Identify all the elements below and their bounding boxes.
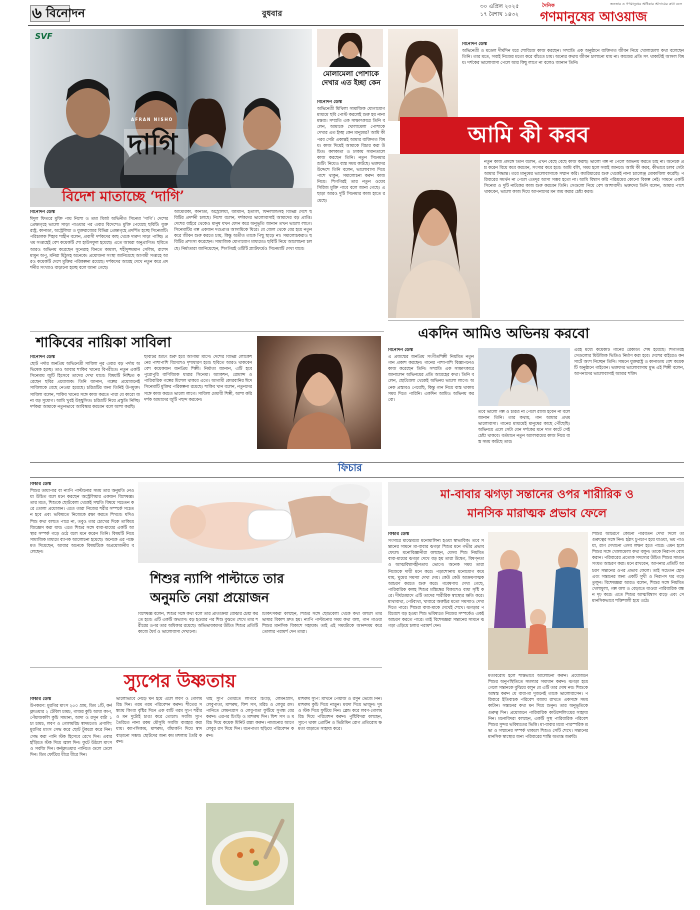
- parents-headline-line2: মানসিক মারাত্মক প্রভাব ফেলে: [467, 506, 607, 520]
- ami-photo: [388, 29, 458, 121]
- ami-photo-art: [388, 29, 458, 121]
- diaper-body-mid1: বিশেষজ্ঞ বলেন, শিশুর সঙ্গে কথা বলে তার প্রতিক্রিয়া বোঝার চেষ্টা করতে হবে। এটি একটি অভ্যাস। বড় হওয়ার পর শিশু বুঝতে শেখে তার শরীরের ওপর তার অধিকার রয়েছে। অভিভাবকদের উচিত শিশুর প্রতিটি কাজে ধৈর্য ও ভালোবাসা দেখানো।: [138, 612, 258, 636]
- shakib-headline: শাকিবের নায়িকা সাবিলা: [36, 335, 172, 351]
- parents-text-col3: [592, 532, 684, 905]
- feature-label: ফিচার: [338, 463, 362, 474]
- mithila-text: [317, 100, 385, 328]
- masthead: [0, 0, 700, 26]
- parents-body-3: শিশুর আচরণে কোনো পরিবর্তন দেখা দিলে তা গুরুত্বের সঙ্গে নিন। হঠাৎ চুপচাপ হয়ে যাওয়া, ভয় পাওয়া, রাগ দেখানো এসব লক্ষণ হতে পারে। এমন হলে শিশুর সঙ্গে খোলামেলা কথা বলুন। তাকে নিরাপদ বোধ করান। পরিবারের প্রত্যেক সদস্যের উচিত শিশুর সামনে সংযত আচরণ করা। মনে রাখবেন, আপনার প্রতিটি আচরণ সন্তানের ওপর প্রভাব ফেলে। তাই সচেতন হোন এবং সন্তানের জন্য একটি সুখী ও নিরাপদ ঘর গড়ে তুলুন। বিশেষজ্ঞরা আরও বলেন, শিশুর সঙ্গে নিয়মিত খেলাধুলা, গল্প বলা ও বেড়াতে যাওয়া পারিবারিক বন্ধন দৃঢ় করে। এতে শিশুর আত্মবিশ্বাস বাড়ে এবং সে মানসিকভাবে শক্তিশালী হয়ে ওঠে।: [592, 532, 684, 605]
- ovinoy-text-col2: [478, 410, 570, 454]
- shakib-body-1: ছোট পর্দার জনপ্রিয় অভিনেত্রী সাবিলা নূর এবার বড় পর্দায় অভিষেক হচ্ছে। তাও আবার শাকিব খানের বিপরীতে। নতুন একটি সিনেমায় জুটি হিসেবে তাদের দেখা যাবে। বিষয়টি নিশ্চিত করেছেন ছবির প্রযোজক। তিনি জানান, গল্পের প্রয়োজনেই সাবিলাকে বেছে নেওয়া হয়েছে। চরিত্রটির জন্য তিনিই উপযুক্ত। সাবিলা বলেন, শাকিব খানের সঙ্গে কাজ করতে পারা যে কারো জন্য বড় সুযোগ। আমি খুবই উচ্ছ্বসিত। চরিত্রটি নিয়ে প্রস্তুতি নিচ্ছি। দর্শকরা আমাকে নতুনভাবে আবিষ্কার করবেন বলে আশা করছি।: [30, 362, 140, 410]
- mithila-headline: মোলামেলা পোশাকে দেখার এত ইচ্ছা কেন: [321, 69, 381, 87]
- daagi-body-2: আমেরিকা, কানাডা, অস্ট্রেলিয়া, জার্মানি, ইতালি, ফিনল্যান্ডসহ বিভিন্ন দেশে ছবিটির প্রদর্শনী চলছে। নিশো বলেন, দর্শকদের ভালোবাসাই আমাদের বড় প্রাপ্তি। দেশের বাইরে থেকেও মানুষ যখন ফোন করে অনুভূতি জানান তখন ভালো লাগে। সিনেমাটির গল্প একজন দণ্ডপ্রাপ্ত আসামিকে ঘিরে। যে জেল থেকে বের হয়ে নতুন করে জীবন শুরু করতে চায়, কিন্তু অতীত তাকে পিছু ছাড়ে না। সমালোচকরাও ছবিটির প্রশংসা করেছেন। সামাজিক যোগাযোগ মাধ্যমেও ছবিটি নিয়ে আলোচনা চলছে। নির্মাতারা জানিয়েছেন, শিগগিরই ওটিটি প্ল্যাটফর্মেও সিনেমাটি দেখা যাবে।: [174, 210, 312, 252]
- weekday: বুধবার: [262, 9, 283, 18]
- mithila-photo-art: [317, 29, 383, 67]
- ami-headline: আমি কী করব: [468, 122, 589, 148]
- section-name: বিনোদন: [46, 6, 86, 20]
- parents-byline: ফিচার ডেস্ক: [388, 532, 410, 537]
- date-gregorian: ৩০ এপ্রিল ২০২৫: [480, 4, 519, 10]
- parents-body-1: সংসারে মাঝেমধ্যে মনোমালিন্য হওয়া স্বাভাবিক। তবে সন্তানের সামনে মা-বাবার ঝগড়া শিশুর মনে গভীর প্রভাব ফেলে। মনোবিজ্ঞানীরা বলছেন, যেসব শিশু নিয়মিত বাবা-মায়ের ঝগড়া দেখে বড় হয় তারা উদ্বেগ, বিষণ্নতা ও আত্মবিশ্বাসহীনতায় ভোগে। অনেক সময় তারা নিজেকে দায়ী মনে করে। পড়াশোনায় মনোযোগ কমে যায়, ঘুমের সমস্যা দেখা দেয়। কেউ কেউ আক্রমণাত্মক আচরণ করতে শুরু করে। গবেষণায় দেখা গেছে, পারিবারিক কলহ শিশুর মস্তিষ্কের বিকাশেও বাধা সৃষ্টি করে। দীর্ঘমেয়াদে এটি তাদের শারীরিক স্বাস্থ্যের ক্ষতি করে। মাথাব্যথা, পেটব্যথা, খাবারে অরুচির মতো সমস্যাও দেখা দিতে পারে। শিশুরা বাবা-মাকে দেখেই শেখে। ঝগড়ার পরিবেশে বড় হওয়া শিশু ভবিষ্যতে নিজের সম্পর্কেও একই আচরণ করতে পারে। তাই বিশেষজ্ঞরা সন্তানের সামনে ঝগড়া এড়িয়ে চলার পরামর্শ দেন।: [388, 539, 484, 630]
- daagi-poster: [30, 29, 312, 188]
- soup-body-4: মাশরুম স্যুপ: মাখনে পেঁয়াজ ও রসুন ভেজে নিন। মাশরুম কুচি দিয়ে নাড়ুন। ময়দা দিয়ে ভাজুন। দুধ ও স্টক দিয়ে ফুটিয়ে নিন। ব্লেন্ড করে লবণ-গোলমরিচ দিয়ে পরিবেশন করুন। পুষ্টিবিদরা বলছেন, স্যুপে থাকা প্রোটিন ও ভিটামিন রোগ প্রতিরোধ ক্ষমতা বাড়াতে সাহায্য করে।: [298, 697, 382, 733]
- diaper-text-mid2: [262, 612, 382, 664]
- ovinoy-body-3: এরই মধ্যে কয়েকটি গানের রেকর্ডিং শেষ হয়েছে। শিগগিরই সেগুলোর মিউজিক ভিডিও নির্মাণ করা হবে। দেশের বাইরেও কনসার্টে অংশ নিচ্ছেন তিনি। সামনে যুক্তরাষ্ট্র ও কানাডায় বেশ কয়েকটি অনুষ্ঠানে গাইবেন। ভক্তদের ভালোবাসায় মুগ্ধ এই শিল্পী বলেন, আপনাদের ভালোবাসাই আমার শক্তি।: [574, 348, 684, 378]
- parents-photo-art: [488, 532, 588, 670]
- poster-art: [30, 29, 312, 188]
- parents-text-col1: [388, 532, 484, 905]
- ovinoy-byline: বিনোদন ডেস্ক: [388, 348, 414, 353]
- soup-body-2: ভালোভাবে নেড়ে ঘন হয়ে এলে লবণ ও গোলমরিচ দিন। গরম গরম পরিবেশন করুন। শীতের সন্ধ্যায় কিংবা বৃষ্টির দিনে এক বাটি গরম স্যুপ শরীর ও মন দুটোই চাঙা করে তোলে। সবজি স্যুপ তৈরিতে নানা রকম মৌসুমি সবজি ব্যবহার করা যায়। ক্যাপসিকাম, মাশরুম, বাঁধাকপি দিয়ে স্বাদ বাড়ানো সম্ভব। ছোটদের জন্য কম মশলায় তৈরি করুন।: [116, 697, 202, 745]
- rule-left-mid: [30, 331, 384, 332]
- ami-body-top: অভিনেত্রী ও মডেল দীর্ঘদিন ধরে শোবিজে কাজ করছেন। সম্প্রতি এক অনুষ্ঠানে ব্যক্তিগত জীবন নিয়ে খোলামেলা কথা বলেছেন তিনি। তার মতে, সবাই নিজের মতো করে বাঁচতে চায়। অন্যের কথায় জীবন চালানো যায় না। কাজের প্রতি সৎ থাকাটাই আসল বিষয়। দর্শকের ভালোবাসা পেলে আর কিছু লাগে না বলেও জানান তিনি।: [462, 49, 684, 67]
- diaper-headline-line2: অনুমতি নেয়া প্রয়োজন: [150, 591, 269, 606]
- ami-byline: বিনোদন ডেস্ক: [462, 42, 488, 47]
- diaper-body-left: শিশুর ডায়াপার বা ন্যাপি পাল্টানোর সময় তার অনুমতি নেওয়া উচিত বলে মনে করছেন অস্ট্রেলিয়ার একজন বিশেষজ্ঞ। তার মতে, শিশুকে ছোটবেলা থেকেই সম্মতি বিষয়ে সচেতন করে তোলা প্রয়োজন। এতে তারা নিজের শরীর সম্পর্কে সচেতন হবে এবং ভবিষ্যতে নিজেকে রক্ষা করতে শিখবে। যদিও শিশু কথা বলতে পারে না, তবুও তার চোখের দিকে তাকিয়ে জিজ্ঞেস করা যায়। এতে শিশুর সঙ্গে বাবা-মায়ের একটি আস্থার সম্পর্ক গড়ে ওঠে বলে মনে করেন তিনি। বিষয়টি নিয়ে সামাজিক মাধ্যমে ব্যাপক আলোচনা হয়েছে। অনেকে এর পক্ষে মত দিয়েছেন, আবার অনেকে বিষয়টিকে অপ্রয়োজনীয় বলেছেন।: [30, 489, 134, 556]
- diaper-text-mid1: [138, 612, 258, 664]
- soup-headline: স্যুপের উষ্ণতায়: [124, 671, 236, 692]
- soup-text-col3: [206, 697, 294, 799]
- mithila-byline: বিনোদন ডেস্ক: [317, 100, 343, 105]
- sabila-photo: [257, 336, 381, 449]
- daagi-byline: বিনোদন ডেস্ক: [30, 210, 56, 215]
- ovinoy-body-2: তবে ভালো গল্প ও চরিত্র না পেলে রাজি হবেন না বলে জানান তিনি। তার কথায়, গান আমার প্রথম ভালোবাসা। গানের মাধ্যমেই মানুষের কাছে পৌঁছেছি। অভিনয়ে এলে সেটা যেন দর্শকের মনে দাগ কাটে সেই চেষ্টা থাকবে। বর্তমানে নতুন অ্যালবামের কাজ নিয়ে ব্যস্ত সময় কাটছে তার।: [478, 410, 570, 446]
- diaper-text-left: [30, 482, 134, 664]
- ami-body-right: নতুন কাজ প্রসঙ্গে তিনি বলেন, এখন বেছে বেছে কাজ করছি। ভালো গল্প না পেলে অভিনয় করতে চাই না। অনেকে প্রশ্ন করেন বিয়ে কবে করবেন, সংসার কবে হবে। আমি বলি, সময় হলে সবাই জানবে। আমি কী করব, কীভাবে চলব সেটা আমার সিদ্ধান্ত। তবে মানুষের ভালোবাসাকে সম্মান করি। ক্যারিয়ারের শুরু থেকেই নানা চ্যালেঞ্জ মোকাবিলা করেছি। পরিবারের সমর্থন না পেলে এতদূর আসা সম্ভব হতো না। আমি বিশ্বাস করি পরিশ্রমের কোনো বিকল্প নেই। সামনে একটি সিনেমা ও দুটি নাটকের কাজ শুরু করবেন তিনি। সেগুলো নিয়ে বেশ আশাবাদী। ভক্তদের তিনি বলেন, আমার পাশে থাকবেন, ভালো কাজ দিয়ে আপনাদের মন জয় করার চেষ্টা করব।: [484, 160, 684, 196]
- soup-rule: [30, 667, 382, 668]
- parents-text-col2: [488, 674, 588, 905]
- soup-body-3: থাই স্যুপ তৈরিতে লাগবে চিংড়ি, লেমনগ্রাস, লেবুপাতা, মাশরুম, ফিশ সস, মরিচ ও লেবুর রস। পানিতে লেমনগ্রাস ও লেবুপাতা ফুটিয়ে সুগন্ধ বের করুন। এরপর চিংড়ি ও মাশরুম দিন। ফিশ সস ও মরিচ দিয়ে কয়েক মিনিট রান্না করুন। নামানোর আগে লেবুর রস দিয়ে দিন। ধনেপাতা ছড়িয়ে পরিবেশন করুন।: [206, 697, 294, 739]
- parents-headline-line1: মা-বাবার ঝগড়া সন্তানের ওপর শারীরিক ও: [440, 487, 634, 501]
- feature-rule-2: [30, 477, 684, 478]
- paper-name: গণমানুষের আওয়াজ: [540, 10, 647, 25]
- daagi-headline: বিদেশ মাতাচ্ছে ‘দাগি’: [62, 189, 185, 205]
- mithila-photo: [317, 29, 383, 67]
- mithila-body: অভিনেত্রী মিথিলা সামাজিক যোগাযোগ মাধ্যমে ছবি পোস্ট করলেই শুরু হয় নানা মন্তব্য। সম্প্রতি এক সাক্ষাৎকারে তিনি বলেন, আমাকে খোলামেলা পোশাকে দেখার এত ইচ্ছা কেন মানুষের? আমি কী পরব সেটা একান্তই আমার ব্যক্তিগত বিষয়। কাজ দিয়েই আমাকে বিচার করা উচিত। কলকাতা ও ঢাকায় সমানতালে কাজ করছেন তিনি। নতুন সিনেমার শুটিং নিয়েও ব্যস্ত সময় কাটছে। ভক্তদের উদ্দেশে তিনি বলেন, ভালোবাসা দিয়ে পাশে থাকুন, সমালোচনা করুন কাজ নিয়ে। শিগগিরই তার নতুন ওয়েব সিরিজ মুক্তি পাবে বলে জানা গেছে। এ ছাড়া আরও দুটি সিনেমার কাজ হাতে রয়েছে।: [317, 107, 385, 204]
- ami-photo-large-art: [388, 154, 480, 318]
- diaper-photo: [138, 482, 382, 563]
- shakib-body-2: ছবিটির শুটিং শুরু হবে আগামী মাসে। দেশের বিভিন্ন লোকেশনের পাশাপাশি বিদেশেও দৃশ্যধারণ হবে। ছবিতে আরও থাকবেন বেশ কয়েকজন জনপ্রিয় শিল্পী। নির্মাতা জানান, এটি হবে পুরোপুরি বাণিজ্যিক ধারার সিনেমা। অ্যাকশন, রোমান্স ও পারিবারিক গল্পের মিশেল থাকবে এতে। আগামী কোরবানির ঈদে সিনেমাটি মুক্তির পরিকল্পনা রয়েছে। শাকিব খান বলেন, নতুনদের সঙ্গে কাজ করতে ভালো লাগে। সাবিলা মেধাবী শিল্পী, আশা করি দর্শক আমাদের জুটি পছন্দ করবেন।: [144, 355, 252, 403]
- soup-text-col2: [116, 697, 202, 905]
- soup-body-1: উপকরণ: মুরগির মাংস ২৫০ গ্রাম, ডিম ১টি, কর্নফ্লাওয়ার ২ টেবিল চামচ, গাজর কুচি আধা কাপ, পেঁয়াজকলি কুচি সামান্য, আদা ও রসুন বাটা ১ চা চামচ, লবণ ও গোলমরিচ স্বাদমতো। প্রণালি: মুরগির মাংস সেদ্ধ করে ছোট টুকরো করে নিন। সেদ্ধ করা পানি স্টক হিসেবে রেখে দিন। এবার হাঁড়িতে স্টক দিয়ে জ্বাল দিন। ফুটে উঠলে মাংস ও সবজি দিন। কর্নফ্লাওয়ার পানিতে গুলে ঢেলে দিন। ডিম ফেটিয়ে ধীরে ধীরে দিন।: [30, 704, 112, 758]
- poster-logo: SVF: [35, 32, 53, 41]
- sabila-photo-art: [257, 336, 381, 449]
- diaper-photo-art: [138, 482, 382, 563]
- poster-title: দাগি: [128, 128, 178, 161]
- ami-text-top: [462, 42, 684, 116]
- ovinoy-photo-art: [478, 348, 570, 406]
- shakib-text-col2: [144, 355, 252, 457]
- ovinoy-headline: একদিন আমিও অভিনয় করবো: [418, 326, 590, 342]
- ovinoy-text-col1: [388, 348, 474, 452]
- diaper-headline-line1: শিশুর ন্যাপি পাল্টাতে তার: [150, 572, 284, 587]
- ovinoy-photo: [478, 348, 570, 406]
- ami-photo-large: [388, 154, 480, 318]
- date-bangla: ১৭ বৈশাখ ১৪৩২: [480, 12, 519, 18]
- ami-text-right: [484, 160, 684, 320]
- masthead-rule: [28, 25, 684, 26]
- ovinoy-text-col3: [574, 348, 684, 452]
- ovinoy-body-1: এ প্রজন্মের জনপ্রিয় সংগীতশিল্পী নিয়মিত নতুন গান প্রকাশ করছেন। গানের পাশাপাশি বিজ্ঞাপনেও কাজ করেছেন তিনি। সম্প্রতি এক সাক্ষাৎকারে জানালেন অভিনয়ের প্রতি আগ্রহের কথা। তিনি বলেন, ছোটবেলা থেকেই অভিনয় ভালো লাগে। অনেক প্রস্তাবও পেয়েছি, কিন্তু গান নিয়ে ব্যস্ত থাকায় সময় দিতে পারিনি। একদিন আমিও অভিনয় করবো।: [388, 355, 474, 403]
- daagi-text-col1: [30, 210, 168, 328]
- paper-tagline: জনতার ও গণমানুষের অধিকার আদায়ের কথা বলে: [609, 2, 682, 6]
- shakib-byline: বিনোদন ডেস্ক: [30, 355, 56, 360]
- parents-photo: [488, 532, 588, 670]
- soup-byline: ফিচার ডেস্ক: [30, 697, 52, 702]
- parents-body-2: মতবিরোধ হলে শান্তভাবে আলোচনা করুন। প্রয়োজনে শিশুর অনুপস্থিতিতে সমস্যার সমাধান করুন। ঝগড়া হয়ে গেলে সন্তানকে বুঝিয়ে বলুন যে এটি তার দোষ নয়। শিশুকে আশ্বস্ত করুন যে বাবা-মা দুজনেই তাকে ভালোবাসেন। পরিবারে ইতিবাচক পরিবেশ বজায় রাখতে একসঙ্গে সময় কাটান। সন্তানের কথা মন দিয়ে শুনুন। তার অনুভূতিকে গুরুত্ব দিন। প্রয়োজনে পারিবারিক কাউন্সেলিংয়ের সাহায্য নিন। মনোবিদরা বলছেন, একটি সুস্থ পারিবারিক পরিবেশ শিশুর সুন্দর ভবিষ্যতের ভিত্তি। মা-বাবার মধ্যে পারস্পরিক শ্রদ্ধা ও সম্মানের সম্পর্ক থাকলে শিশুও সেটি শেখে। সন্তানের মানসিক স্বাস্থ্যের জন্য পরিবারের শান্তি অত্যন্ত জরুরি।: [488, 674, 588, 740]
- daagi-body-1: ঈদুল ফিতরে মুক্তি পায় নিশো ও তমা মির্জা অভিনীত সিনেমা ‘দাগি’। দেশের প্রেক্ষাগৃহে ভালো সাড়া পাওয়ার পর এবার বিদেশেও মুক্তি পেয়েছে ছবিটি। যুক্তরাষ্ট্র, কানাডা, অস্ট্রেলিয়া ও যুক্তরাজ্যের বিভিন্ন প্রেক্ষাগৃহে প্রদর্শিত হচ্ছে সিনেমাটি। পরিচালক শিহাব শাহীন বলেন, প্রবাসী দর্শকদের কাছ থেকে দারুণ সাড়া পাচ্ছি। প্রথম সপ্তাহেই বেশ কয়েকটি শো হাউসফুল হয়েছে। এতে আমরা অনুপ্রাণিত। ছবিতে আরও অভিনয় করেছেন সুনেরাহ বিনতে কামাল, শহীদুজ্জামান সেলিম, রাশেদ মামুন অপু, মনিরা মিঠুসহ অনেকে। প্রযোজনা সংস্থা জানিয়েছে আগামী সপ্তাহে আরও কয়েকটি দেশে মুক্তির পরিকল্পনা রয়েছে। দর্শকদের আগ্রহ দেখে নতুন করে প্রদর্শনীর সংখ্যাও বাড়ানো হচ্ছে বলে জানা গেছে।: [30, 217, 168, 271]
- poster-actor: AFRAN NISHO: [131, 117, 174, 122]
- soup-text-col4: [298, 697, 382, 905]
- paper-prefix: দৈনিক: [542, 3, 555, 9]
- diaper-body-mid2: চিকিৎসকরা বলছেন, শিশুর সঙ্গে ছোটবেলা থেকে কথা বললে তার ভাষার বিকাশ দ্রুত হয়। ন্যাপি পাল্টানোর সময় কথা বলা, গান গাওয়া শিশুর মানসিক বিকাশে সহায়ক। তাই এই সময়টাকে আনন্দময় করে তোলার পরামর্শ দেন তারা।: [262, 612, 382, 636]
- daagi-text-col2: [174, 210, 312, 328]
- rule-right-mid: [388, 320, 684, 321]
- shakib-text-col1: [30, 355, 140, 457]
- page-number: ৬: [32, 4, 42, 22]
- soup-text-col1: [30, 697, 112, 905]
- diaper-byline: ফিচার ডেস্ক: [30, 482, 52, 487]
- soup-photo: [206, 803, 294, 905]
- soup-photo-art: [206, 803, 294, 905]
